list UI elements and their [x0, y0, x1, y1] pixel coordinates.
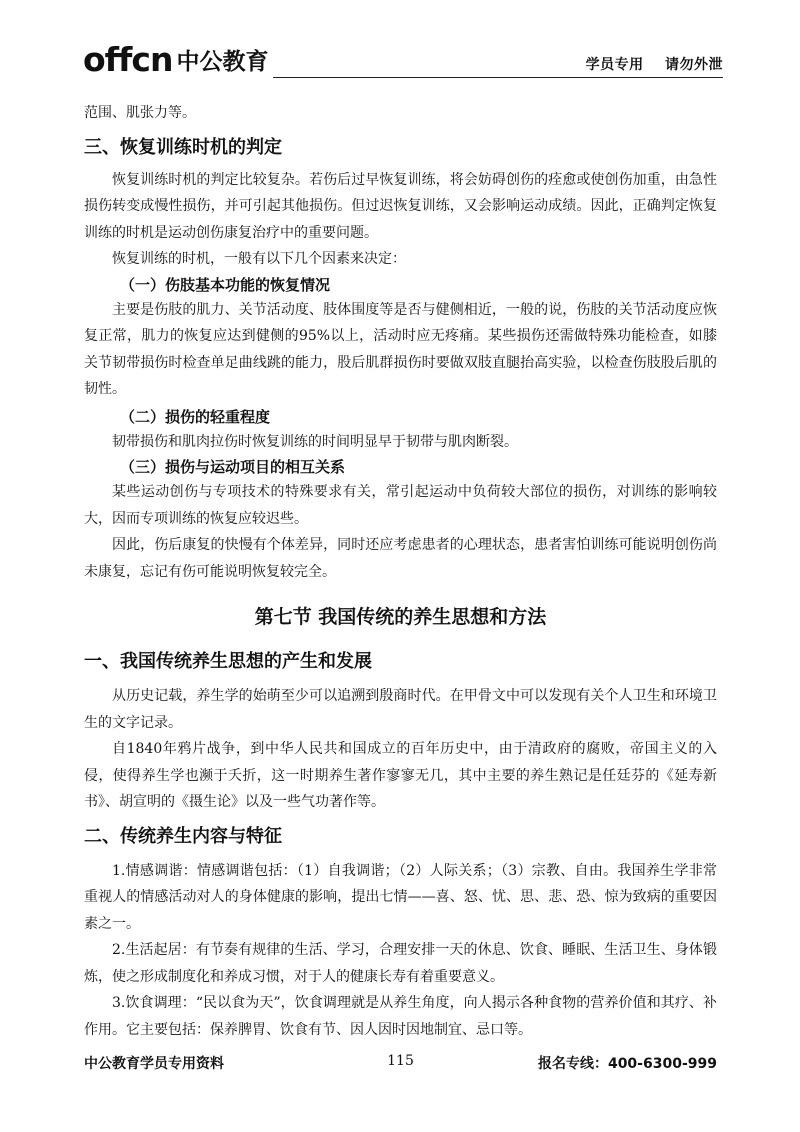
section-2-heading: 二、传统养生内容与特征: [84, 825, 282, 847]
page-footer: [84, 1053, 717, 1077]
header-divider: [273, 77, 723, 78]
subsection-1-heading: （一）伤肢基本功能的恢复情况: [120, 275, 331, 294]
subsection-3-paragraph-2: 因此，伤后康复的快慢有个体差异，同时还应考虑患者的心理状态，患者害怕训练可能说明创伤尚未康复，忘记有伤可能说明恢复较完全。: [84, 537, 717, 580]
section-2-item-1: 1.情感调谐：情感调谐包括：（1）自我调谐；（2）人际关系；（3）宗教、自由。我国养生学非常重视人的情感活动对人的身体健康的影响，提出七情——喜、怒、忧、思、悲、恐、惊为致病的重要因素之一。: [84, 862, 717, 932]
page-body: [84, 100, 717, 1043]
section-3-paragraph-1: 恢复训练时机的判定比较复杂。若伤后过早恢复训练，将会妨碍创伤的痊愈或使创伤加重，由急性损伤转变成慢性损伤，并可引起其他损伤。但过迟恢复训练，又会影响运动成绩。因此，正确判定恢复训练的时机是运动创伤康复治疗中的重要问题。: [84, 171, 717, 241]
section-3-paragraph-2: 恢复训练的时机，一般有以下几个因素来决定：: [112, 251, 406, 267]
section-1-heading: 一、我国传统养生思想的产生和发展: [84, 651, 372, 672]
subsection-2-heading: （二）损伤的轻重程度: [120, 407, 271, 426]
section-3-heading: 三、恢复训练时机的判定: [84, 136, 282, 158]
section-2-item-2: 2.生活起居：有节奏有规律的生活、学习，合理安排一天的休息、饮食、睡眠、生活卫生、身体锻炼，使之形成制度化和养成习惯，对于人的健康长寿有着重要意义。: [84, 942, 717, 985]
subsection-3-heading: （三）损伤与运动项目的相互关系: [120, 458, 346, 476]
section-1-paragraph-1: 从历史记载，养生学的始萌至少可以追溯到殷商时代。在甲骨文中可以发现有关个人卫生和环境卫生的文字记录。: [84, 688, 717, 731]
subsection-3-paragraph-1: 某些运动创伤与专项技术的特殊要求有关，常引起运动中负荷较大部位的损伤，对训练的影响较大，因而专项训练的恢复应较迟些。: [84, 484, 717, 527]
header-notice: [570, 54, 723, 74]
chapter-heading: 第七节 我国传统的养生思想和方法: [254, 606, 547, 628]
offcn-logo: [83, 40, 269, 79]
footer-label: 中公教育学员专用资料: [84, 1056, 224, 1072]
subsection-1-paragraph: 主要是伤肢的肌力、关节活动度、肢体围度等是否与健侧相近，一般的说，伤肢的关节活动度应恢复正常，肌力的恢复应达到健侧的95%以上，活动时应无疼痛。某些损伤还需做特殊功能检查，如膝关节韧带损伤时检查单足曲线跳的能力，股后肌群损伤时要做双肢直腿抬高实验，以检查伤肢股后肌的韧性。: [84, 301, 717, 397]
header-note-do-not-leak: 请勿外泄: [665, 57, 723, 73]
footer-hotline: 报名专线：400-6300-999: [537, 1056, 717, 1072]
header-note-students-only: 学员专用: [585, 57, 644, 73]
page-number: 115: [387, 1053, 414, 1069]
logo-text-cn: 中公教育: [176, 49, 269, 75]
page-header: [83, 40, 723, 82]
section-1-paragraph-2: 自1840年鸦片战争，到中华人民共和国成立的百年历史中，由于清政府的腐败，帝国主义的入侵，使得养生学也濒于夭折，这一时期养生著作寥寥无几，其中主要的养生熟记是任廷芬的《延寿新书》、胡宣明的《摄生论》以及一些气功著作等。: [84, 741, 717, 810]
subsection-2-paragraph: 韧带损伤和肌肉拉伤时恢复训练的时间明显早于韧带与肌肉断裂。: [112, 433, 518, 450]
section-2-item-3: 3.饮食调理：“民以食为天”，饮食调理就是从养生角度，向人揭示各种食物的营养价值和其疗、补作用。它主要包括：保养脾胃、饮食有节、因人因时因地制宜、忌口等。: [84, 995, 717, 1038]
continued-paragraph: 范围、肌张力等。: [84, 105, 196, 121]
logo-text-en: offcn: [83, 40, 173, 79]
